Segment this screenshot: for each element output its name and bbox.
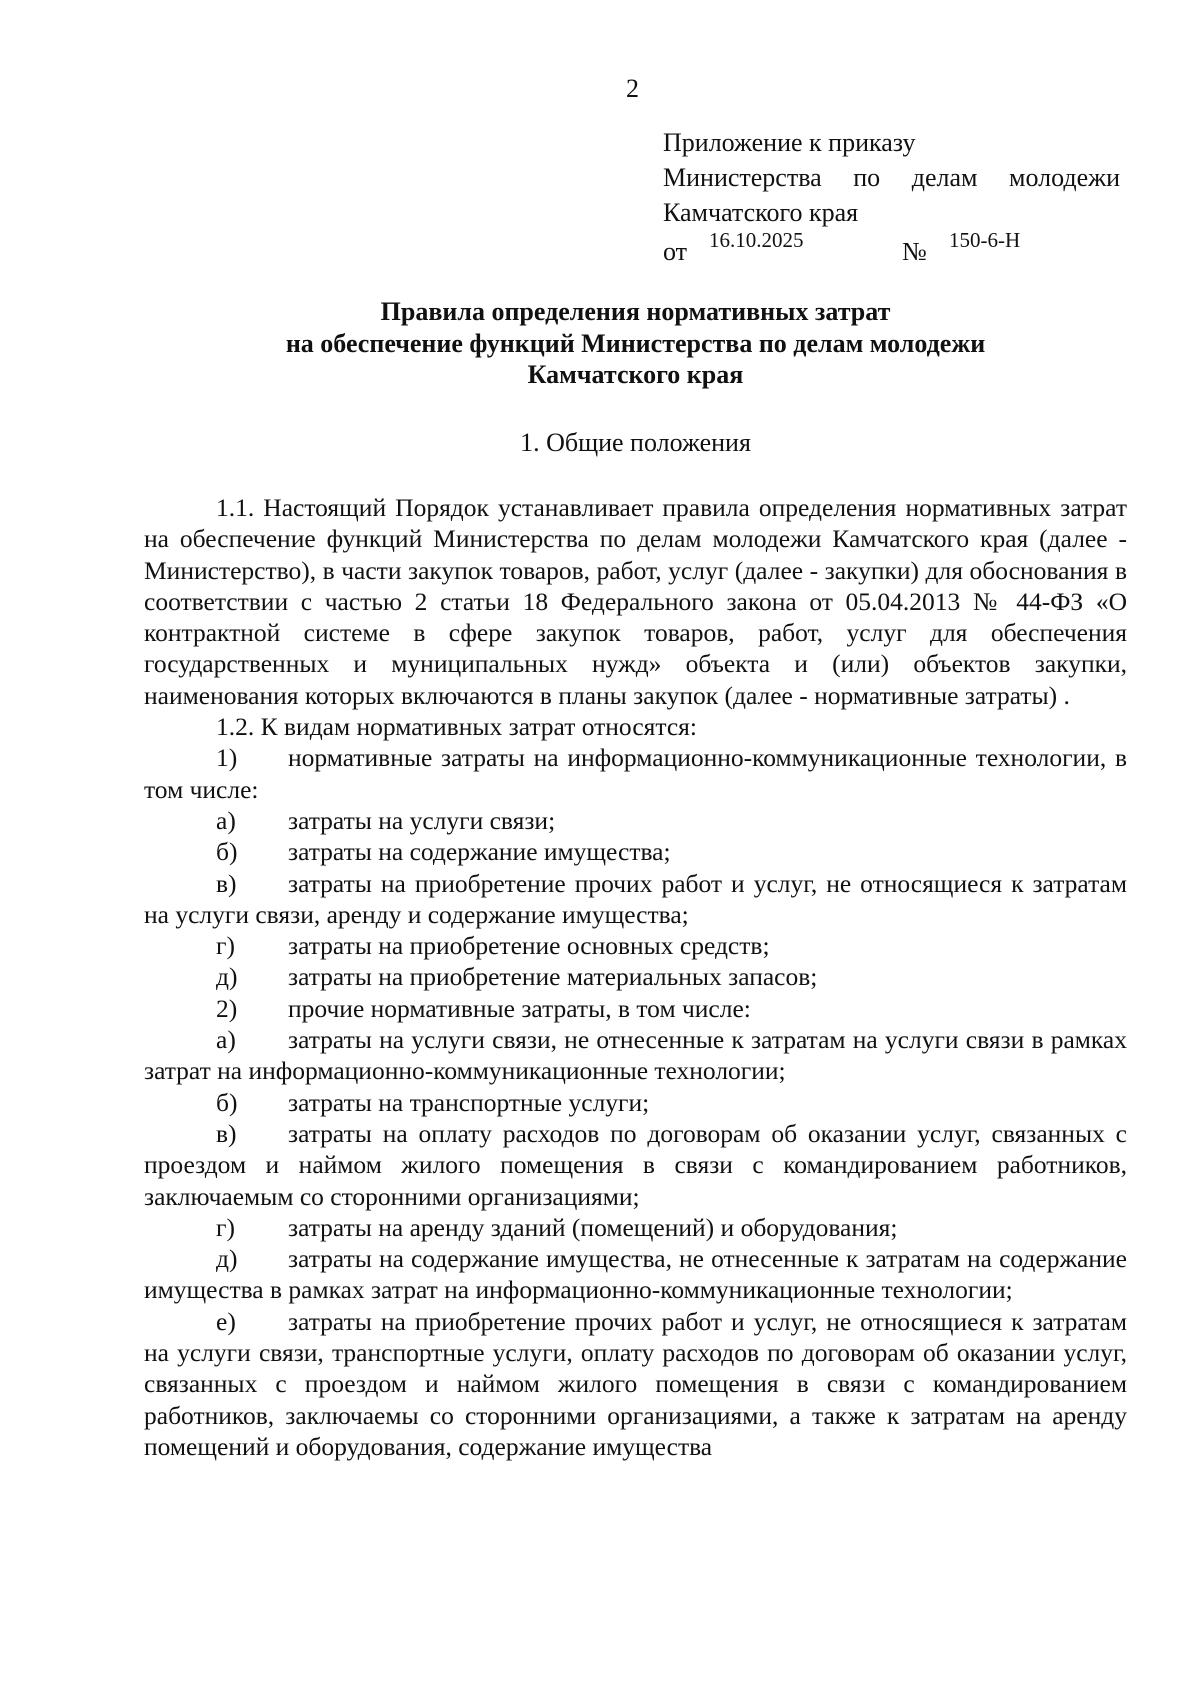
list-item-text: затраты на оплату расходов по договорам об оказании услуг, связанных с проездом и наймом жилого помещения в связи с командированием работников, заключаемым со сторонними организациями; <box>144 1118 1127 1211</box>
list-item <box>144 868 1127 931</box>
approval-line-2: Министерства по делам молодежи <box>663 163 1120 192</box>
order-number: 150-6-Н <box>949 228 1021 252</box>
list-item-marker: 2) <box>216 993 238 1023</box>
approval-line-3: Камчатского края <box>663 198 859 227</box>
list-item <box>144 742 1127 805</box>
title-line-2: на обеспечение функций Министерства по делам молодежи <box>285 328 986 358</box>
list-item-marker: е) <box>216 1306 236 1336</box>
list-item-text: затраты на услуги связи, не отнесенные к затратам на услуги связи в рамках затрат на информационно-коммуникационные технологии; <box>144 1025 1127 1086</box>
list-item-text: затраты на приобретение прочих работ и услуг, не относящиеся к затратам на услуги связи, аренду и содержание имущества; <box>144 868 1127 929</box>
list-item <box>144 961 1127 992</box>
list-item-text: затраты на транспортные услуги; <box>288 1087 650 1117</box>
list-item-text: затраты на содержание имущества; <box>288 837 671 867</box>
order-date: 16.10.2025 <box>709 228 804 252</box>
list-item-marker: б) <box>216 1087 238 1117</box>
list-item-marker: б) <box>216 837 238 867</box>
list-item-text: затраты на услуги связи; <box>288 805 556 835</box>
title-line-1: Правила определения нормативных затрат <box>380 297 891 326</box>
list-item <box>144 805 1127 836</box>
list-item-text: затраты на аренду зданий (помещений) и оборудования; <box>288 1212 898 1242</box>
number-label: № <box>902 237 927 266</box>
document-title <box>144 296 1127 391</box>
list-item <box>144 836 1127 867</box>
cost-types-list <box>144 742 1127 1462</box>
list-item <box>144 1306 1127 1462</box>
paragraph-1-1: 1.1. Настоящий Порядок устанавливает правила определения нормативных затрат на обеспечение функций Министерства по делам молодежи Камчатского края (далее - Министерство), в части закупок товаров, работ, услуг (далее - закупки) для обоснования в соответствии с частью 2 статьи 18 Федерального закона от 05.04.2013 № 44-ФЗ «О контрактной системе в сфере закупок товаров, работ, услуг для обеспечения государственных и муниципальных нужд» объекта и (или) объектов закупки, наименования которых включаются в планы закупок (далее - нормативные затраты) . <box>144 493 1127 710</box>
list-item-marker: 1) <box>216 743 238 773</box>
list-item-text: затраты на содержание имущества, не отнесенные к затратам на содержание имущества в рамках затрат на информационно-коммуникационные технологии; <box>144 1244 1127 1305</box>
list-item-marker: в) <box>216 1118 237 1148</box>
approval-date-row <box>663 230 1120 270</box>
page-number: 2 <box>626 74 639 103</box>
list-item-marker: г) <box>216 931 235 961</box>
list-item-marker: г) <box>216 1212 235 1242</box>
list-item-text: нормативные затраты на информационно-коммуникационные технологии, в том числе: <box>144 743 1127 804</box>
approval-line-1: Приложение к приказу <box>663 128 916 157</box>
approval-block <box>663 125 1120 270</box>
document-body <box>144 492 1127 1462</box>
list-item-text: затраты на приобретение основных средств; <box>288 931 770 961</box>
list-item <box>144 1212 1127 1243</box>
date-label: от <box>663 237 688 266</box>
list-item-text: затраты на приобретение прочих работ и услуг, не относящиеся к затратам на услуги связи, транспортные услуги, оплату расходов по договорам об оказании услуг, связанных с проездом и наймом жилого помещения в связи с командированием работников, заключаемы со сторонними организациями, а также к затратам на аренду помещений и оборудования, содержание имущества <box>144 1306 1127 1461</box>
title-line-3: Камчатского края <box>527 360 744 389</box>
list-item <box>144 1024 1127 1087</box>
list-item-text: прочие нормативные затраты, в том числе: <box>288 993 751 1023</box>
list-item-marker: в) <box>216 868 237 898</box>
list-item <box>144 1118 1127 1212</box>
list-item <box>144 930 1127 961</box>
list-item-text: затраты на приобретение материальных запасов; <box>288 962 818 992</box>
list-item <box>144 993 1127 1024</box>
section-heading: 1. Общие положения <box>520 428 751 457</box>
list-item-marker: а) <box>216 1025 236 1055</box>
paragraph-1-2: 1.2. К видам нормативных затрат относятся: <box>216 712 697 742</box>
list-item-marker: а) <box>216 805 236 835</box>
list-item-marker: д) <box>216 962 238 992</box>
list-item <box>144 1243 1127 1306</box>
list-item <box>144 1087 1127 1118</box>
list-item-marker: д) <box>216 1244 238 1274</box>
